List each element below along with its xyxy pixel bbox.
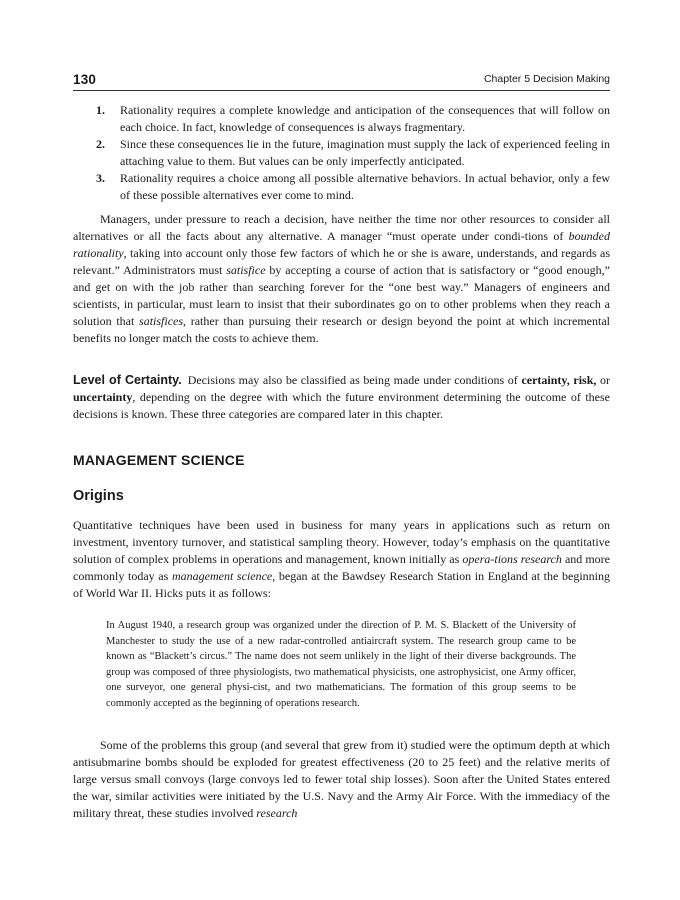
- list-item: [96, 170, 610, 204]
- term-uncertainty: uncertainty: [73, 390, 133, 404]
- running-header: [73, 72, 610, 90]
- term-research: research: [256, 806, 298, 820]
- section-heading: MANAGEMENT SCIENCE: [73, 452, 245, 468]
- text-run: , depending on the degree with which the future environment determining the outcome of these decisions is known. These three categories are compared later in this chapter.: [73, 390, 610, 421]
- text-run: , began at the Bawdsey Research Station in England at the beginning of World War II. Hicks puts it as follows:: [73, 569, 610, 600]
- term-bounded-rationality: bounded rationality: [73, 229, 610, 260]
- text-run: or: [596, 373, 611, 387]
- text-run: by accepting a course of action that is satisfactory or “good enough,” and get on with the job rather than searching forever for the “one best way.” Managers of engineers and scientists, in particular, must learn to insist that their subordinates go on to other problems when they reach a solution that: [73, 263, 611, 328]
- list-item: [96, 102, 610, 136]
- paragraph-level-of-certainty: [73, 372, 610, 423]
- text-run: Managers, under pressure to reach a decision, have neither the time nor other resources to consider all alternatives or all the facts about any alternative. A manager “must operate under condi-tions of: [73, 212, 610, 243]
- text-run: , taking into account only those few factors of which he or she is aware, understands, and regards as relevant.” Administrators must: [73, 246, 610, 277]
- runin-heading: Level of Certainty.: [73, 373, 182, 387]
- text-run: Some of the problems this group (and several that grew from it) studied were the optimum depth at which antisubmarine bombs should be exploded for greatest effectiveness (20 to 25 feet) and the relative merits of large versus small convoys (large convoys led to fewer total ship losses). Soon after the United States entered the war, similar activities were initiated by the U.S. Navy and the Army Air Force. With the immediacy of the military threat, these studies involved: [73, 738, 610, 820]
- list-item: [96, 136, 610, 170]
- paragraph-bounded-rationality: [73, 211, 610, 347]
- list-number: 1.: [96, 103, 105, 117]
- term-operations-research: opera-tions research: [462, 552, 562, 566]
- paragraph-problems: [73, 737, 610, 822]
- list-number: 3.: [96, 171, 105, 185]
- text-run: , rather than pursuing their research or design beyond the point at which incremental benefits no longer match the costs to achieve them.: [73, 314, 611, 345]
- list-number: 2.: [96, 137, 105, 151]
- page-number: 130: [73, 72, 97, 87]
- text-run: Decisions may also be classified as being made under conditions of: [187, 373, 522, 387]
- text-run: Quantitative techniques have been used in business for many years in applications such as return on investment, inventory turnover, and statistical sampling theory. However, today’s emphasis on the quantitative solution of complex problems in operations and management, known initially as: [73, 518, 610, 566]
- term-satisfice: satisfice: [226, 263, 266, 277]
- list-text: Rationality requires a choice among all possible alternative behaviors. In actual behavior, only a few of these possible alternatives ever come to mind.: [120, 171, 610, 202]
- term-satisfices: satisfices: [139, 314, 184, 328]
- header-rule: [73, 90, 610, 91]
- paragraph-origins: [73, 517, 610, 602]
- rationality-list: [96, 102, 610, 204]
- text-run: and more commonly today as: [73, 552, 610, 583]
- list-text: Rationality requires a complete knowledge and anticipation of the consequences that will follow on each choice. In fact, knowledge of consequences is always fragmentary.: [120, 103, 610, 134]
- term-risk: risk,: [573, 373, 597, 387]
- subsection-heading: Origins: [73, 488, 124, 504]
- block-quote: In August 1940, a research group was organized under the direction of P. M. S. Blackett of the University of Manchester to study the use of a new radar-controlled antiaircraft system. The research group came to be known as “Blackett’s circus.” The name does not seem unlikely in the light of their diverse backgrounds. The group was composed of three physiologists, two mathematical physicists, one astrophysicist, one Army officer, one surveyor, one general physi-cist, and two mathematicians. The formation of this group seems to be commonly accepted as the beginning of operations research.: [106, 620, 576, 709]
- term-certainty: certainty,: [521, 373, 570, 387]
- chapter-title: Chapter 5 Decision Making: [483, 73, 610, 85]
- term-management-science: management science: [171, 569, 273, 583]
- list-text: Since these consequences lie in the future, imagination must supply the lack of experienced feeling in attaching value to them. But values can be only imperfectly anticipated.: [120, 137, 610, 168]
